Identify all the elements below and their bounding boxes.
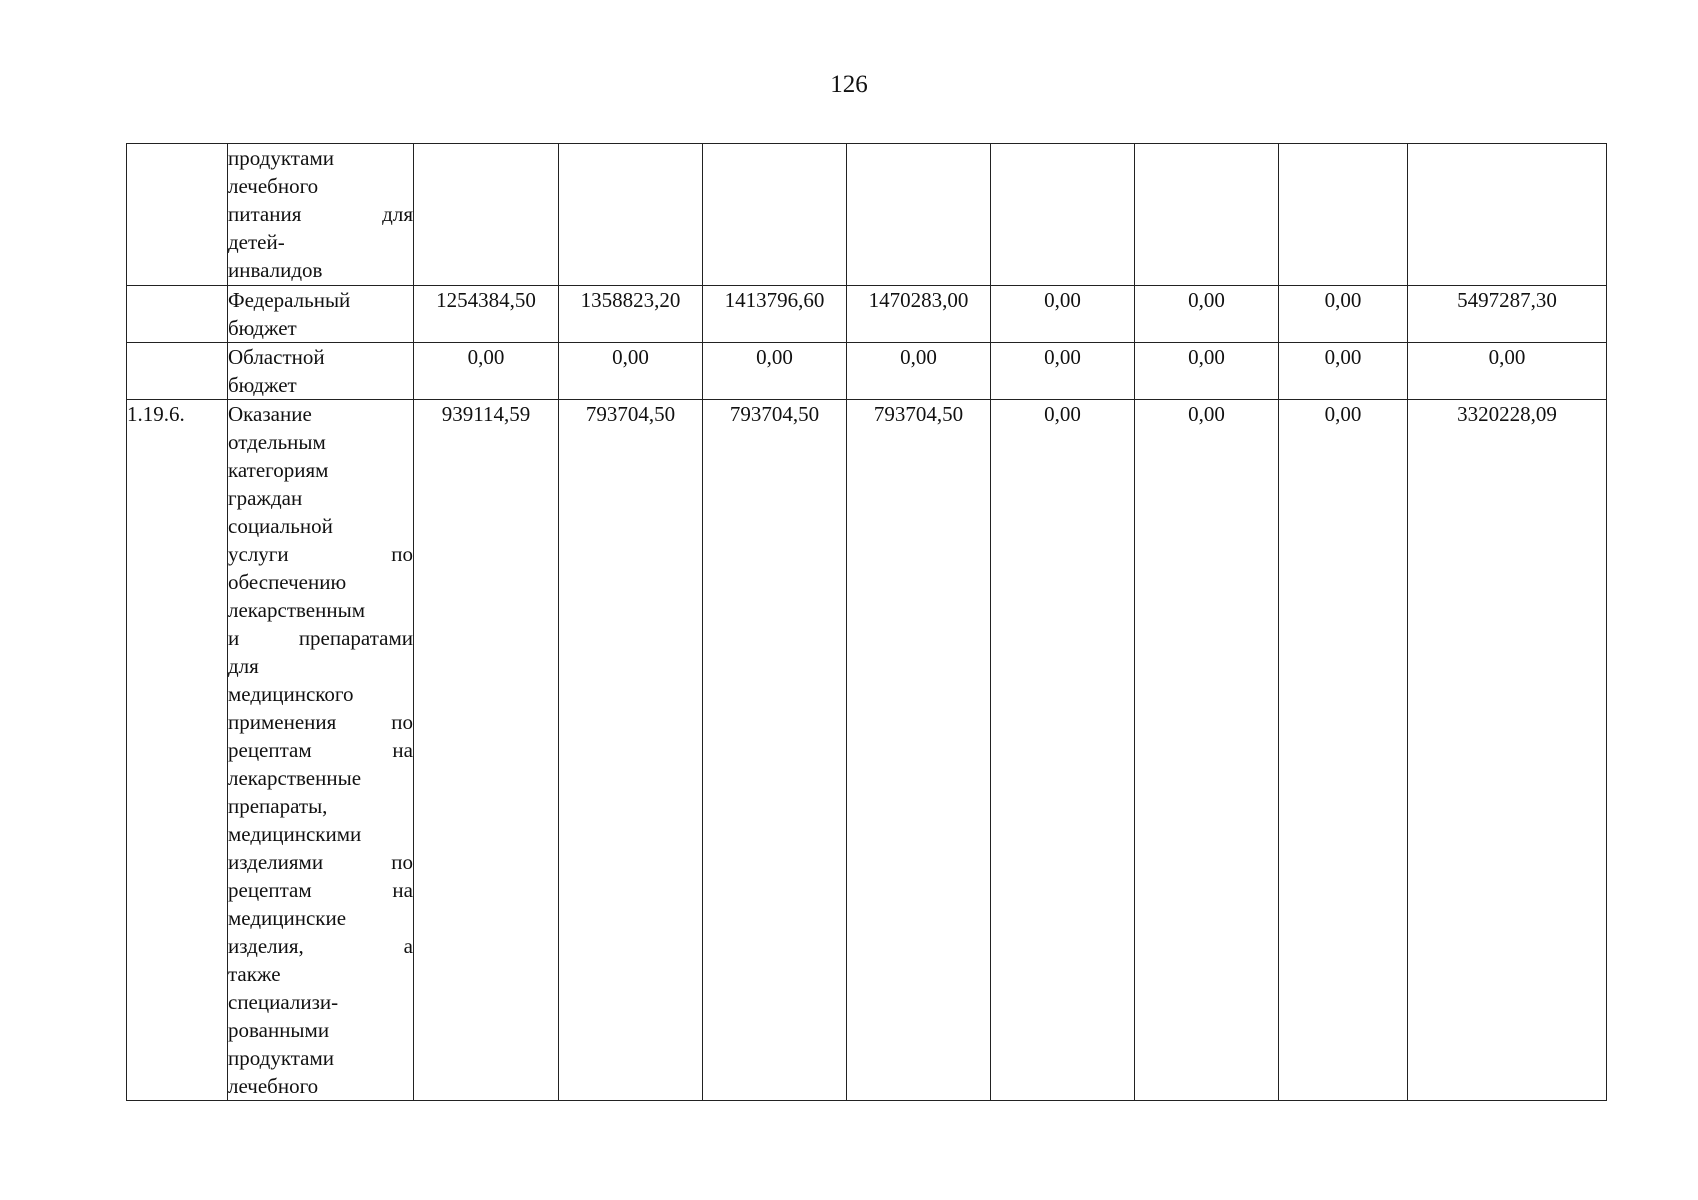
value-cell: 1358823,20 [559, 286, 703, 343]
name-line: рецептам на [228, 738, 413, 762]
value-cell [414, 144, 559, 286]
table-row [127, 144, 1607, 286]
value-cell: 793704,50 [559, 400, 703, 1101]
name-line: также [228, 962, 281, 986]
value-cell: 1470283,00 [847, 286, 991, 343]
name-line: Федеральный [228, 288, 351, 312]
name-line: питания для [228, 202, 413, 226]
name-line: изделия, а [228, 934, 413, 958]
value-cell [1279, 144, 1408, 286]
value-cell [1408, 144, 1607, 286]
value-cell: 5497287,30 [1408, 286, 1607, 343]
name-line: бюджет [228, 373, 297, 397]
name-line: лекарственным [228, 598, 365, 622]
value-cell: 0,00 [559, 343, 703, 400]
row-code [127, 286, 228, 343]
value-cell: 0,00 [1279, 286, 1408, 343]
name-line: категориям [228, 458, 329, 482]
value-cell: 0,00 [991, 400, 1135, 1101]
row-name [228, 286, 414, 343]
name-line: детей- [228, 230, 285, 254]
name-line: медицинского [228, 682, 354, 706]
value-cell: 0,00 [847, 343, 991, 400]
name-line: лекарственные [228, 766, 362, 790]
value-cell [559, 144, 703, 286]
name-line: Оказание [228, 402, 312, 426]
name-line: препараты, [228, 794, 328, 818]
name-line: бюджет [228, 316, 297, 340]
value-cell: 0,00 [414, 343, 559, 400]
value-cell [703, 144, 847, 286]
value-cell: 0,00 [1279, 343, 1408, 400]
value-cell: 0,00 [703, 343, 847, 400]
table-row [127, 400, 1607, 1101]
row-name [228, 343, 414, 400]
name-line: отдельным [228, 430, 326, 454]
table-row [127, 286, 1607, 343]
name-line: лечебного [228, 1074, 319, 1098]
name-line: социальной [228, 514, 333, 538]
row-code [127, 144, 228, 286]
name-line: обеспечению [228, 570, 347, 594]
value-cell: 0,00 [1408, 343, 1607, 400]
row-code: 1.19.6. [127, 400, 228, 1101]
name-line: медицинские [228, 906, 347, 930]
name-line: специализи- [228, 990, 339, 1014]
name-line: применения по [228, 710, 413, 734]
value-cell [1135, 144, 1279, 286]
name-line: изделиями по [228, 850, 413, 874]
name-line: лечебного [228, 174, 319, 198]
name-line: Областной [228, 345, 325, 369]
name-line: для [228, 654, 259, 678]
value-cell [847, 144, 991, 286]
page-number: 126 [830, 71, 868, 98]
value-cell: 1254384,50 [414, 286, 559, 343]
row-name [228, 144, 414, 286]
name-line: рецептам на [228, 878, 413, 902]
value-cell [991, 144, 1135, 286]
value-cell: 0,00 [991, 343, 1135, 400]
value-cell: 0,00 [1135, 286, 1279, 343]
name-line: услуги по [228, 542, 413, 566]
value-cell: 0,00 [1279, 400, 1408, 1101]
value-cell: 1413796,60 [703, 286, 847, 343]
value-cell: 939114,59 [414, 400, 559, 1101]
table-row [127, 343, 1607, 400]
value-cell: 0,00 [1135, 400, 1279, 1101]
name-line: продуктами [228, 146, 335, 170]
name-line: инвалидов [228, 258, 323, 282]
name-line: рованными [228, 1018, 330, 1042]
row-name [228, 400, 414, 1101]
value-cell: 3320228,09 [1408, 400, 1607, 1101]
name-line: медицинскими [228, 822, 362, 846]
value-cell: 793704,50 [703, 400, 847, 1101]
name-line: граждан [228, 486, 303, 510]
value-cell: 793704,50 [847, 400, 991, 1101]
row-code [127, 343, 228, 400]
name-line: и препаратами [228, 626, 413, 650]
value-cell: 0,00 [991, 286, 1135, 343]
value-cell: 0,00 [1135, 343, 1279, 400]
budget-table [126, 143, 1607, 1101]
name-line: продуктами [228, 1046, 335, 1070]
